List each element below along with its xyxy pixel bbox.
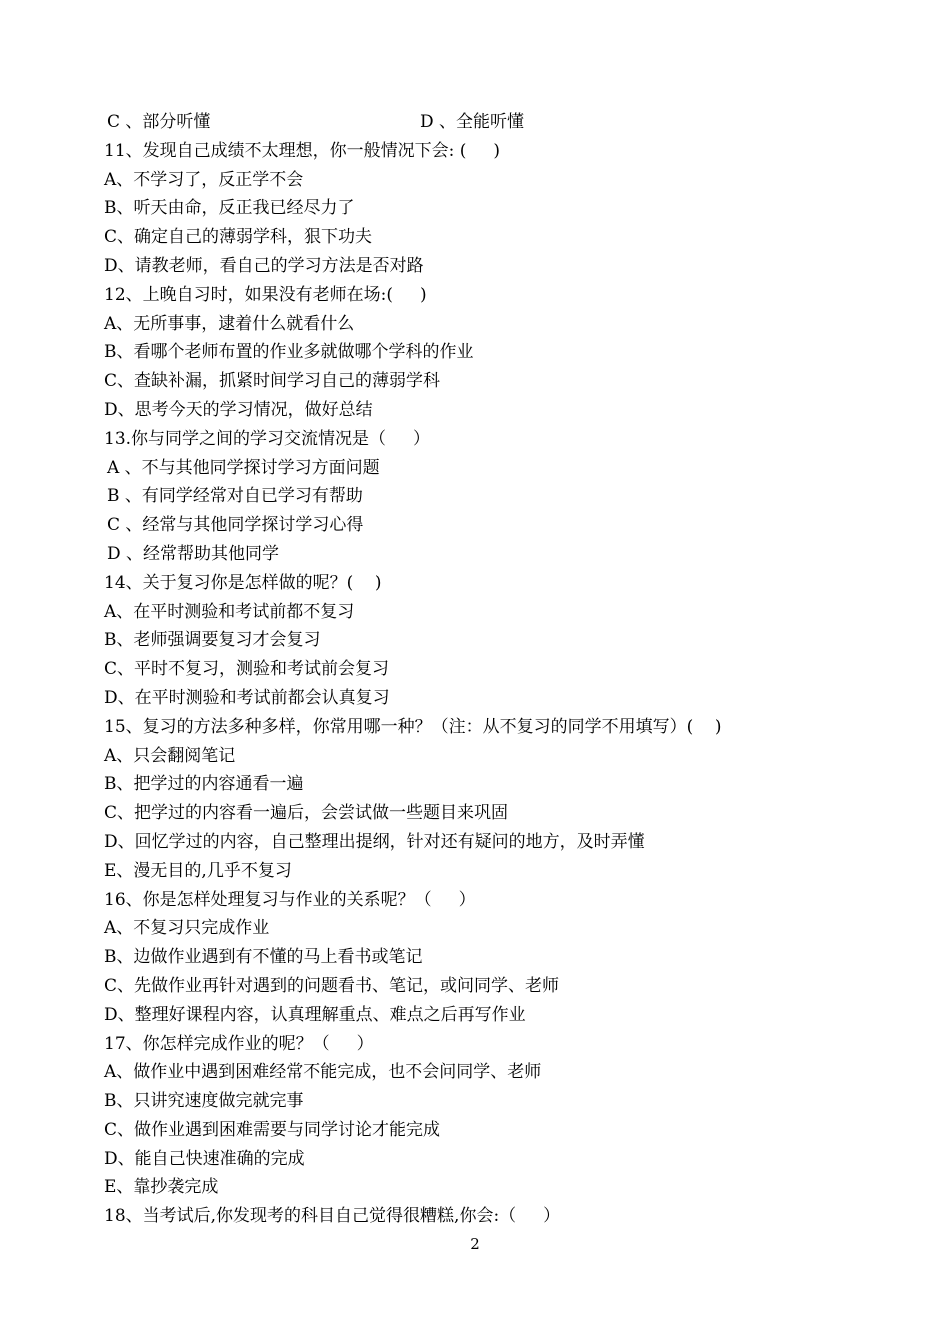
answer-option: C、先做作业再针对遇到的问题看书、笔记，或问同学、老师 — [104, 975, 560, 996]
question-text: 12、上晚自习时，如果没有老师在场:( ) — [104, 284, 427, 305]
answer-option: D、在平时测验和考试前都会认真复习 — [104, 687, 390, 708]
answer-option: B、看哪个老师布置的作业多就做哪个学科的作业 — [104, 342, 474, 363]
answer-option: B 、有同学经常对自已学习有帮助 — [107, 486, 363, 507]
answer-option: D、思考今天的学习情况，做好总结 — [104, 399, 373, 420]
option-d: D 、全能听懂 — [420, 112, 525, 132]
answer-option: D 、经常帮助其他同学 — [107, 543, 280, 564]
question-text: 16、你是怎样处理复习与作业的关系呢？（ ） — [104, 889, 476, 910]
answer-option: A、在平时测验和考试前都不复习 — [104, 601, 355, 622]
page-number: 2 — [470, 1235, 480, 1253]
answer-option: E、靠抄袭完成 — [104, 1177, 219, 1198]
question-text: 17、你怎样完成作业的呢？（ ） — [104, 1033, 374, 1054]
answer-option: A、只会翻阅笔记 — [104, 745, 236, 766]
answer-option: C、做作业遇到困难需要与同学讨论才能完成 — [104, 1119, 441, 1140]
answer-option: C 、经常与其他同学探讨学习心得 — [107, 515, 364, 536]
answer-option: B、只讲究速度做完就完事 — [104, 1091, 304, 1112]
answer-option: D、回忆学过的内容，自己整理出提纲，针对还有疑问的地方，及时弄懂 — [104, 831, 645, 852]
answer-option: B、听天由命，反正我已经尽力了 — [104, 198, 355, 219]
answer-option: B、把学过的内容通看一遍 — [104, 774, 304, 795]
questionnaire-content — [104, 108, 844, 1231]
answer-option: C、查缺补漏，抓紧时间学习自己的薄弱学科 — [104, 371, 441, 392]
answer-option: E、漫无目的,几乎不复习 — [104, 860, 292, 881]
answer-option: D、请教老师，看自己的学习方法是否对路 — [104, 255, 424, 276]
question-text: 18、当考试后,你发现考的科目自己觉得很糟糕,你会:（ ） — [104, 1206, 561, 1227]
answer-option: B、老师强调要复习才会复习 — [104, 630, 321, 651]
question-text: 14、关于复习你是怎样做的呢？( ) — [104, 572, 382, 593]
answer-option: A、不学习了，反正学不会 — [104, 169, 304, 190]
answer-option: C、平时不复习，测验和考试前会复习 — [104, 659, 390, 680]
answer-option: A、无所事事，逮着什么就看什么 — [104, 313, 355, 334]
answer-option: D、整理好课程内容，认真理解重点、难点之后再写作业 — [104, 1004, 526, 1025]
answer-option: A、不复习只完成作业 — [104, 918, 270, 939]
option-row-cd — [104, 108, 844, 137]
question-list — [104, 137, 844, 1231]
question-text: 13.你与同学之间的学习交流情况是（ ） — [104, 428, 431, 449]
answer-option: A、做作业中遇到困难经常不能完成，也不会问同学、老师 — [104, 1062, 542, 1083]
option-c: C 、部分听懂 — [107, 112, 211, 132]
answer-option: D、能自己快速准确的完成 — [104, 1148, 305, 1169]
answer-option: C、确定自己的薄弱学科，狠下功夫 — [104, 227, 373, 248]
answer-option: A 、不与其他同学探讨学习方面问题 — [107, 457, 380, 478]
answer-option: C、把学过的内容看一遍后，会尝试做一些题目来巩固 — [104, 803, 509, 824]
answer-option: B、边做作业遇到有不懂的马上看书或笔记 — [104, 947, 423, 968]
question-text: 15、复习的方法多种多样，你常用哪一种？（注：从不复习的同学不用填写）( ) — [104, 716, 722, 737]
question-text: 11、发现自己成绩不太理想，你一般情况下会: ( ) — [104, 140, 501, 161]
